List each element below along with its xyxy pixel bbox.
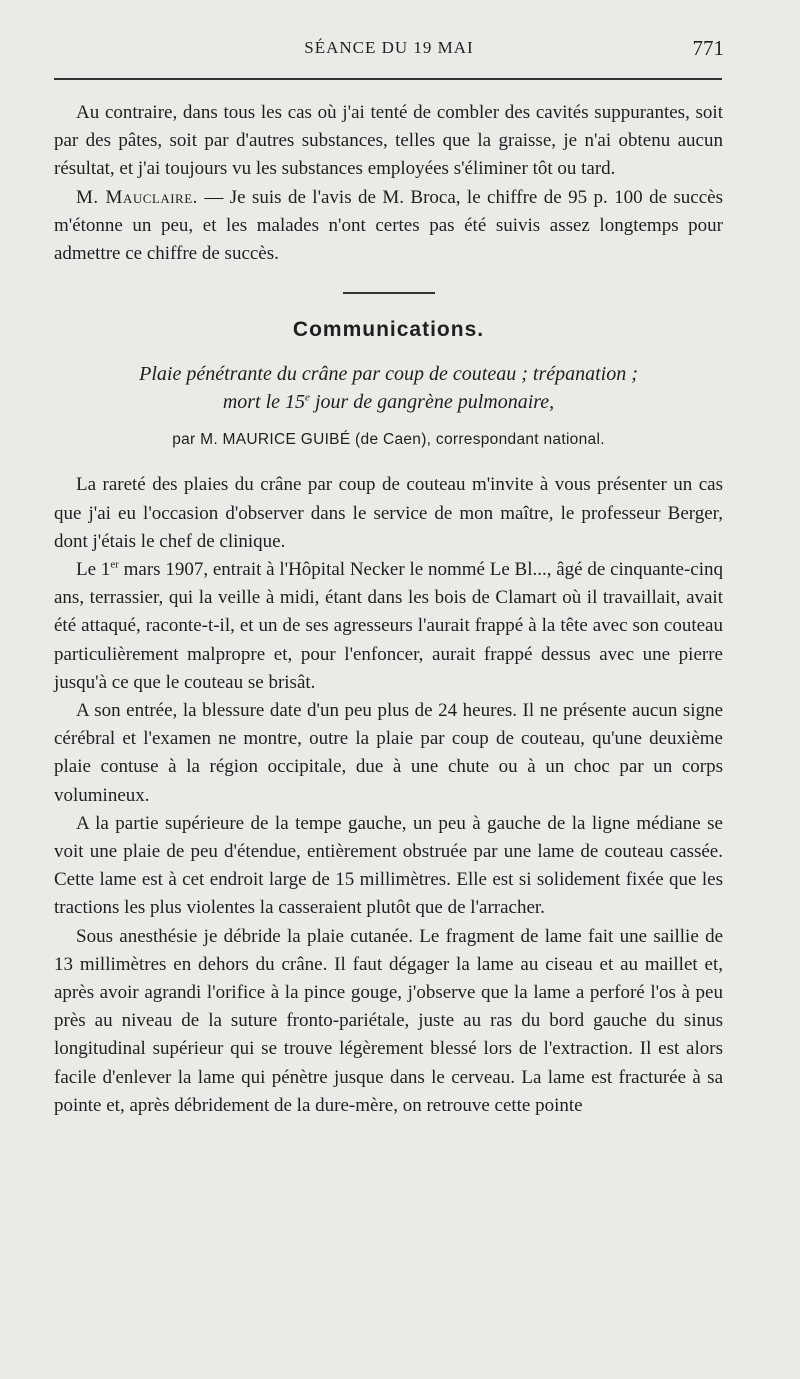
mauclaire-paragraph xyxy=(54,184,723,269)
speaker-text: — Je suis de l'avis de M. Broca, le chiffre de 95 p. 100 de succès m'étonne un peu, et les malades n'ont certes pas été suivis assez longtemps pour admettre ce chiffre de succès. xyxy=(54,186,723,265)
page-body xyxy=(54,99,723,1120)
intro-paragraph: Au contraire, dans tous les cas où j'ai tenté de combler des cavités suppurantes, soit par des pâtes, soit par d'autres substances, telles que la graisse, je n'ai obtenu aucun résultat, et j'ai toujours vu les substances employées s'éliminer tôt ou tard. xyxy=(54,102,723,180)
author-byline: par M. MAURICE GUIBÉ (de Caen), correspondant national. xyxy=(172,431,605,449)
header-rule xyxy=(54,78,722,80)
article-paragraph-5: Sous anesthésie je débride la plaie cutanée. Le fragment de lame fait une saillie de 13 millimètres en dehors du crâne. Il faut dégager la lame au ciseau et au maillet et, après avoir agrandi l'orifice à la pince gouge, j'observe que la lame a perforé l'os à peu près au niveau de la suture fronto-pariétale, juste au ras du bord gauche du sinus longitudinal supérieur qui se trouve légèrement blessé lors de l'extraction. Il est alors facile d'enlever la lame qui pénètre jusque dans le cerveau. La lame est fracturée à sa pointe et, après débridement de la dure-mère, on retrouve cette pointe xyxy=(54,925,723,1116)
page-number: 771 xyxy=(692,36,724,60)
date-prefix: Le 1 xyxy=(76,559,111,581)
article-paragraph-2 xyxy=(54,556,723,697)
date-superscript: er xyxy=(110,558,119,571)
paper-title-line-2-start: mort le 15 xyxy=(222,391,306,414)
page-header xyxy=(54,34,724,64)
paper-title-line-1: Plaie pénétrante du crâne par coup de couteau ; trépanation ; xyxy=(139,363,638,386)
paper-title-line-2-end: jour de gangrène pulmonaire, xyxy=(309,391,555,414)
article-paragraph-3: A son entrée, la blessure date d'un peu plus de 24 heures. Il ne présente aucun signe cérébral et l'examen ne montre, outre la plaie par coup de couteau, qu'une deuxième plaie contuse à la région occipitale, due à une chute ou à un choc par un corps volumineux. xyxy=(54,700,723,806)
paper-title-superscript: e xyxy=(305,391,310,404)
section-divider xyxy=(343,292,435,294)
running-title: SÉANCE DU 19 MAI xyxy=(304,38,474,57)
article-paragraph-2-text: mars 1907, entrait à l'Hôpital Necker le nommé Le Bl..., âgé de cinquante-cinq ans, terrassier, qui la veille à midi, étant dans les bois de Clamart où il travaillait, avait été attaqué, raconte-t-il, et un de ses agresseurs l'aurait frappé à la tête avec son couteau particulièrement malpropre et, pour l'enfoncer, aurait frappé dessus avec une pierre jusqu'à ce que le couteau se brisât. xyxy=(54,559,723,693)
article-paragraph-1: La rareté des plaies du crâne par coup de couteau m'invite à vous présenter un cas que j'ai eu l'occasion d'observer dans le service de mon maître, le professeur Berger, dont j'étais le chef de clinique. xyxy=(54,474,723,552)
article-paragraph-4: A la partie supérieure de la tempe gauche, un peu à gauche de la ligne médiane se voit une plaie de peu d'étendue, entièrement obstruée par une lame de couteau cassée. Cette lame est à cet endroit large de 15 millimètres. Elle est si solidement fixée que les tractions les plus violentes la casseraient plutôt que de l'arracher. xyxy=(54,812,723,919)
paper-title xyxy=(54,360,723,416)
speaker-name: M. Mauclaire. xyxy=(76,186,198,208)
section-title: Communications. xyxy=(292,318,485,342)
paper-title-line-2 xyxy=(54,388,723,416)
